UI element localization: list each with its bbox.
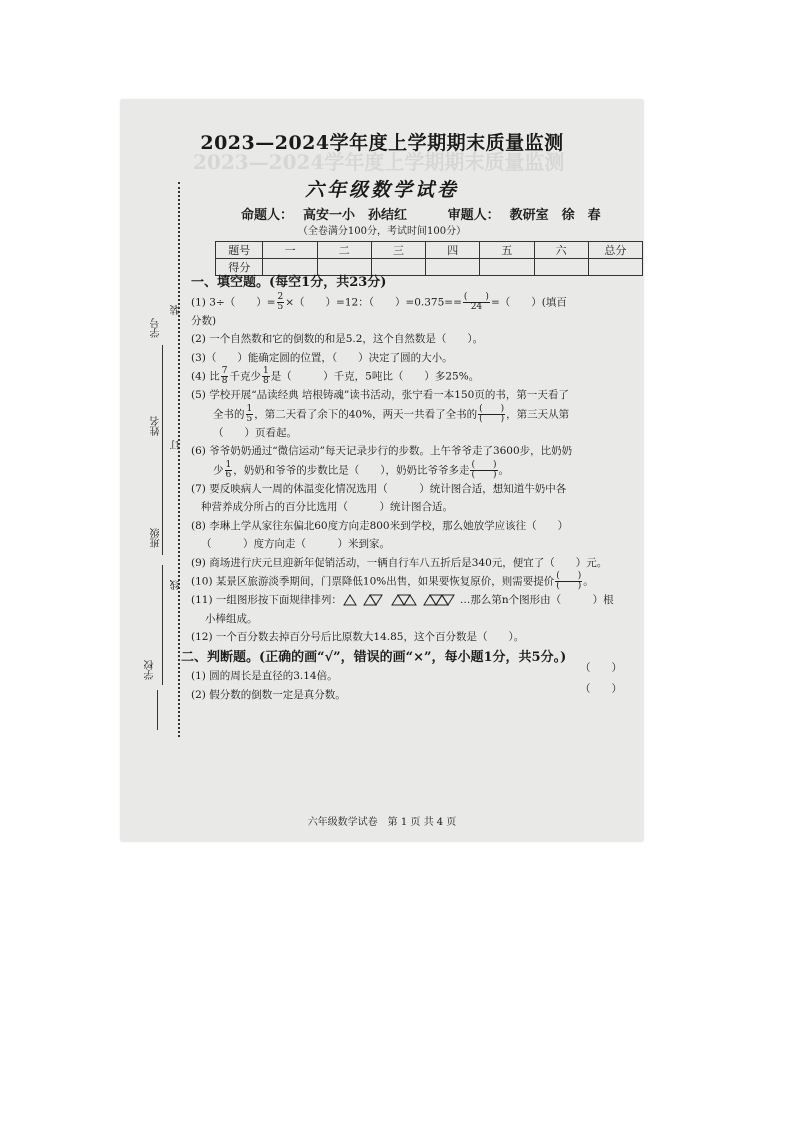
q4-text-c: 是（ ）千克，5吨比（ ）多25%。 bbox=[270, 370, 480, 383]
q1-fraction bbox=[277, 293, 285, 312]
section2-heading: 二、判断题。(正确的画“√”，错误的画“×”，每小题1分，共5分。) bbox=[181, 649, 567, 665]
reviewer-name: 教研室 徐 春 bbox=[509, 208, 601, 223]
author-name: 高安一小 孙结红 bbox=[303, 208, 408, 223]
fraction-numerator: 7 bbox=[221, 366, 228, 376]
q11-text-b: …那么第n个图形由（ ）根 bbox=[459, 594, 614, 606]
fraction-numerator: ( ) bbox=[556, 571, 582, 581]
judgement-1-text: (1) 圆的周长是直径的3.14倍。 bbox=[191, 670, 338, 682]
q5-fraction-1 bbox=[246, 405, 254, 424]
fraction-numerator: 1 bbox=[225, 459, 232, 470]
binding-xian: 线 bbox=[171, 580, 182, 590]
question-6-line2 bbox=[213, 461, 636, 480]
judgement-2-answer[interactable]: （ ） bbox=[580, 682, 622, 695]
fraction-denominator: ( ) bbox=[479, 413, 505, 424]
fraction-numerator: 1 bbox=[262, 366, 269, 376]
q1-text-b: ×（ ）=12：（ ）=0.375== bbox=[285, 296, 462, 308]
class-label: 班级 bbox=[151, 528, 162, 548]
fraction-numerator: 2 bbox=[277, 291, 284, 302]
exam-subtitle: 六年级数学试卷 bbox=[304, 179, 459, 201]
class-field[interactable] bbox=[162, 565, 163, 685]
q5-text-d: ，第三天从第 bbox=[506, 408, 570, 420]
question-8-line1: (8) 李琳上学从家往东偏北60度方向走800米到学校，那么她放学应该往（ ） bbox=[191, 519, 569, 532]
question-4 bbox=[191, 367, 636, 386]
q6-text-c: ，奶奶和爷爷的步数比是（ ），奶奶比爷爷多走 bbox=[233, 464, 470, 476]
score-cell: 六 bbox=[534, 242, 588, 259]
student-name-label: 姓名 bbox=[151, 416, 162, 436]
fraction-denominator: ( ) bbox=[556, 581, 582, 591]
fraction-denominator: 24 bbox=[470, 301, 483, 312]
author-label: 命题人： bbox=[241, 208, 294, 223]
fraction-denominator: 5 bbox=[277, 301, 284, 312]
judgement-2 bbox=[191, 682, 636, 705]
q4-text-b: 千克少 bbox=[229, 370, 261, 383]
student-number-field[interactable] bbox=[162, 345, 163, 455]
author-line bbox=[241, 204, 611, 223]
question-3: (3)（ ）能确定圆的位置，（ ）决定了圆的大小。 bbox=[191, 351, 453, 364]
reviewer-label: 审题人： bbox=[447, 208, 500, 223]
section1-heading: 一、填空题。(每空1分，共23分) bbox=[191, 275, 387, 290]
fraction-denominator: 6 bbox=[225, 469, 232, 480]
q6-text-b: 少 bbox=[213, 464, 224, 476]
q1-continuation: 分数) bbox=[191, 314, 217, 327]
q4-fraction-2 bbox=[262, 367, 270, 386]
score-cell: 总分 bbox=[588, 242, 642, 259]
question-5-line1: (5) 学校开展“品读经典 培根铸魂”读书活动，张宁看一本150页的书，第一天看了 bbox=[191, 389, 569, 401]
fraction-denominator: 5 bbox=[246, 413, 253, 424]
q1-text-a: (1) 3÷（ ）= bbox=[191, 296, 276, 308]
fraction-numerator: ( ) bbox=[471, 459, 497, 470]
q1-text-c: =（ ）(填百 bbox=[490, 296, 567, 308]
q6-fraction-2 bbox=[470, 461, 497, 480]
question-11-line1 bbox=[191, 591, 636, 610]
q5-fraction-2 bbox=[478, 405, 505, 424]
q6-fraction-1 bbox=[225, 461, 233, 480]
fraction-numerator: 1 bbox=[246, 403, 253, 414]
question-8-line2: （ ）度方向走（ ）米到家。 bbox=[201, 538, 390, 550]
question-12: (12) 一个百分数去掉百分号后比原数大14.85，这个百分数是（ ）。 bbox=[191, 631, 525, 643]
binding-ding: 订 bbox=[171, 440, 182, 450]
judgement-2-text: (2) 假分数的倒数一定是真分数。 bbox=[191, 688, 346, 701]
score-cell: 得分 bbox=[216, 259, 263, 276]
score-cell: 五 bbox=[480, 242, 534, 259]
judgement-1-answer[interactable]: （ ） bbox=[580, 662, 622, 674]
question-10 bbox=[191, 572, 636, 591]
score-cell: 题号 bbox=[216, 242, 263, 259]
binding-margin bbox=[129, 170, 189, 750]
q6-text-d: 。 bbox=[498, 464, 510, 476]
question-7-line1: (7) 要反映病人一周的体温变化情况选用（ ）统计图合适，想知道牛奶中各 bbox=[191, 482, 567, 495]
school-field[interactable] bbox=[157, 690, 158, 730]
score-cell: 二 bbox=[317, 242, 371, 259]
fraction-numerator: ( ) bbox=[479, 403, 505, 414]
exam-sheet bbox=[121, 100, 643, 841]
binding-zhuang: 装 bbox=[171, 305, 182, 315]
q11-text-a: (11) 一组图形按下面规律排列： bbox=[191, 594, 342, 606]
school-label: 学校 bbox=[145, 660, 156, 680]
fraction-denominator: ( ) bbox=[471, 469, 497, 480]
question-7-line2: 种营养成分所占的百分比选用（ ）统计图合适。 bbox=[201, 501, 453, 513]
score-header-row bbox=[216, 242, 643, 259]
q4-fraction-1 bbox=[221, 367, 229, 386]
question-11-line2: 小棒组成。 bbox=[205, 612, 258, 625]
question-5-line3: （ ）页看起。 bbox=[213, 426, 297, 439]
fraction-denominator: 8 bbox=[262, 376, 269, 386]
score-table bbox=[215, 241, 643, 276]
fraction-denominator: 8 bbox=[221, 376, 228, 386]
page-footer: 六年级数学试卷 第 1 页 共 4 页 bbox=[307, 817, 457, 828]
exam-title: 2023—2024学年度上学期期末质量监测 bbox=[200, 132, 564, 154]
q10-text-b: 。 bbox=[583, 575, 594, 588]
binding-dotted-line bbox=[178, 182, 180, 737]
judgement-1 bbox=[191, 662, 636, 686]
student-number-label: 学号 bbox=[151, 318, 162, 338]
question-2: (2) 一个自然数和它的倒数的和是5.2，这个自然数是（ ）。 bbox=[191, 333, 484, 345]
question-1 bbox=[191, 293, 636, 312]
triangle-pattern-icon bbox=[342, 593, 460, 607]
q10-text-a: (10) 某景区旅游淡季期间，门票降低10%出售，如果要恢复原价，则需要提价 bbox=[191, 575, 555, 588]
q10-fraction bbox=[555, 572, 582, 591]
exam-note: （全卷满分100分，考试时间100分） bbox=[297, 226, 467, 237]
q5-text-b: 全书的 bbox=[213, 408, 245, 420]
bleed-through-title: 2023—2024学年度上学期期末质量监测 bbox=[193, 150, 565, 174]
score-cell: 四 bbox=[426, 242, 480, 259]
score-cell: 三 bbox=[371, 242, 425, 259]
question-5-line2 bbox=[213, 405, 636, 424]
question-6-line1: (6) 爷爷奶奶通过“微信运动”每天记录步行的步数。上午爷爷走了3600步，比奶奶 bbox=[191, 445, 573, 457]
q4-text-a: (4) 比 bbox=[191, 370, 220, 383]
question-9: (9) 商场进行庆元旦迎新年促销活动，一辆自行车八五折后是340元，便宜了（ ）元。 bbox=[191, 556, 608, 569]
score-cell: 一 bbox=[263, 242, 317, 259]
q5-text-c: ，第二天看了余下的40%，两天一共看了全书的 bbox=[254, 408, 478, 420]
fraction-numerator: ( ) bbox=[463, 291, 489, 302]
questions bbox=[181, 272, 636, 704]
q1-fraction-2 bbox=[463, 293, 490, 312]
